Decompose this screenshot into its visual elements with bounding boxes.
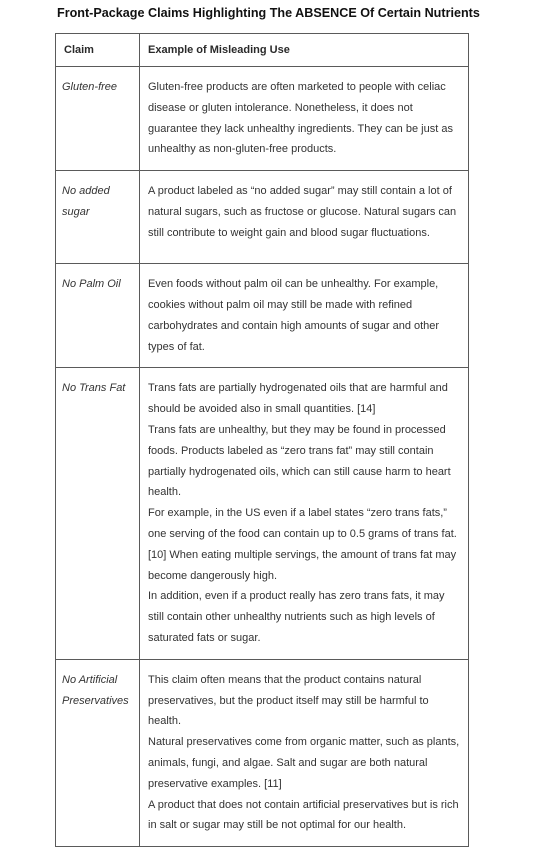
page-title: Front-Package Claims Highlighting The ABSENCE Of Certain Nutrients	[57, 6, 480, 20]
example-cell	[140, 171, 469, 264]
table-row	[56, 171, 469, 264]
claim-cell: Gluten-free	[56, 67, 140, 171]
table-row	[56, 659, 469, 846]
claim-cell: No Trans Fat	[56, 368, 140, 659]
claim-cell: No Artificial Preservatives	[56, 659, 140, 846]
example-paragraph: Trans fats are partially hydrogenated oils that are harmful and should be avoided also in small quantities. [14]	[148, 382, 448, 416]
example-paragraph: A product that does not contain artificial preservatives but is rich in salt or sugar may still be not optimal for our health.	[148, 798, 459, 832]
example-paragraph: Even foods without palm oil can be unhealthy. For example, cookies without palm oil may still be made with refined carbohydrates and contain high amounts of sugar and other types of fat.	[148, 278, 440, 353]
example-paragraph: In addition, even if a product really has zero trans fats, it may still contain other unhealthy nutrients such as high levels of saturated fats or sugar.	[148, 590, 445, 644]
example-cell	[140, 368, 469, 659]
header-example: Example of Misleading Use	[140, 34, 469, 67]
claim-cell: No added sugar	[56, 171, 140, 264]
claim-cell: No Palm Oil	[56, 264, 140, 368]
table-row	[56, 264, 469, 368]
example-paragraph: Gluten-free products are often marketed to people with celiac disease or gluten intolerance. Nonetheless, it does not guarantee they lack unhealthy ingredients. They can be just as unhealthy as non-gluten-free products.	[148, 81, 453, 156]
table-row	[56, 368, 469, 659]
example-cell	[140, 659, 469, 846]
table-header-row	[56, 34, 469, 67]
example-paragraph: This claim often means that the product contains natural preservatives, but the product itself may still be harmful to health.	[148, 673, 429, 728]
header-claim: Claim	[56, 34, 140, 67]
example-paragraph: Trans fats are unhealthy, but they may be found in processed foods. Products labeled as “zero trans fat” may still contain partially hydrogenated oils, which can still cause harm to heart health.	[148, 423, 451, 499]
table-row	[56, 67, 469, 171]
example-cell	[140, 264, 469, 368]
example-paragraph: For example, in the US even if a label states “zero trans fats,” one serving of the food can contain up to 0.5 grams of trans fat. [10] When eating multiple servings, the amount of trans fat may become dangerously high.	[148, 507, 457, 582]
example-cell	[140, 67, 469, 171]
example-paragraph: Natural preservatives come from organic matter, such as plants, animals, fungi, and algae. Salt and sugar are both natural preservative examples. [11]	[148, 736, 460, 790]
claims-table	[55, 33, 469, 847]
example-paragraph: A product labeled as “no added sugar” may still contain a lot of natural sugars, such as fructose or glucose. Natural sugars can still contribute to weight gain and blood sugar fluctuations.	[148, 185, 457, 239]
